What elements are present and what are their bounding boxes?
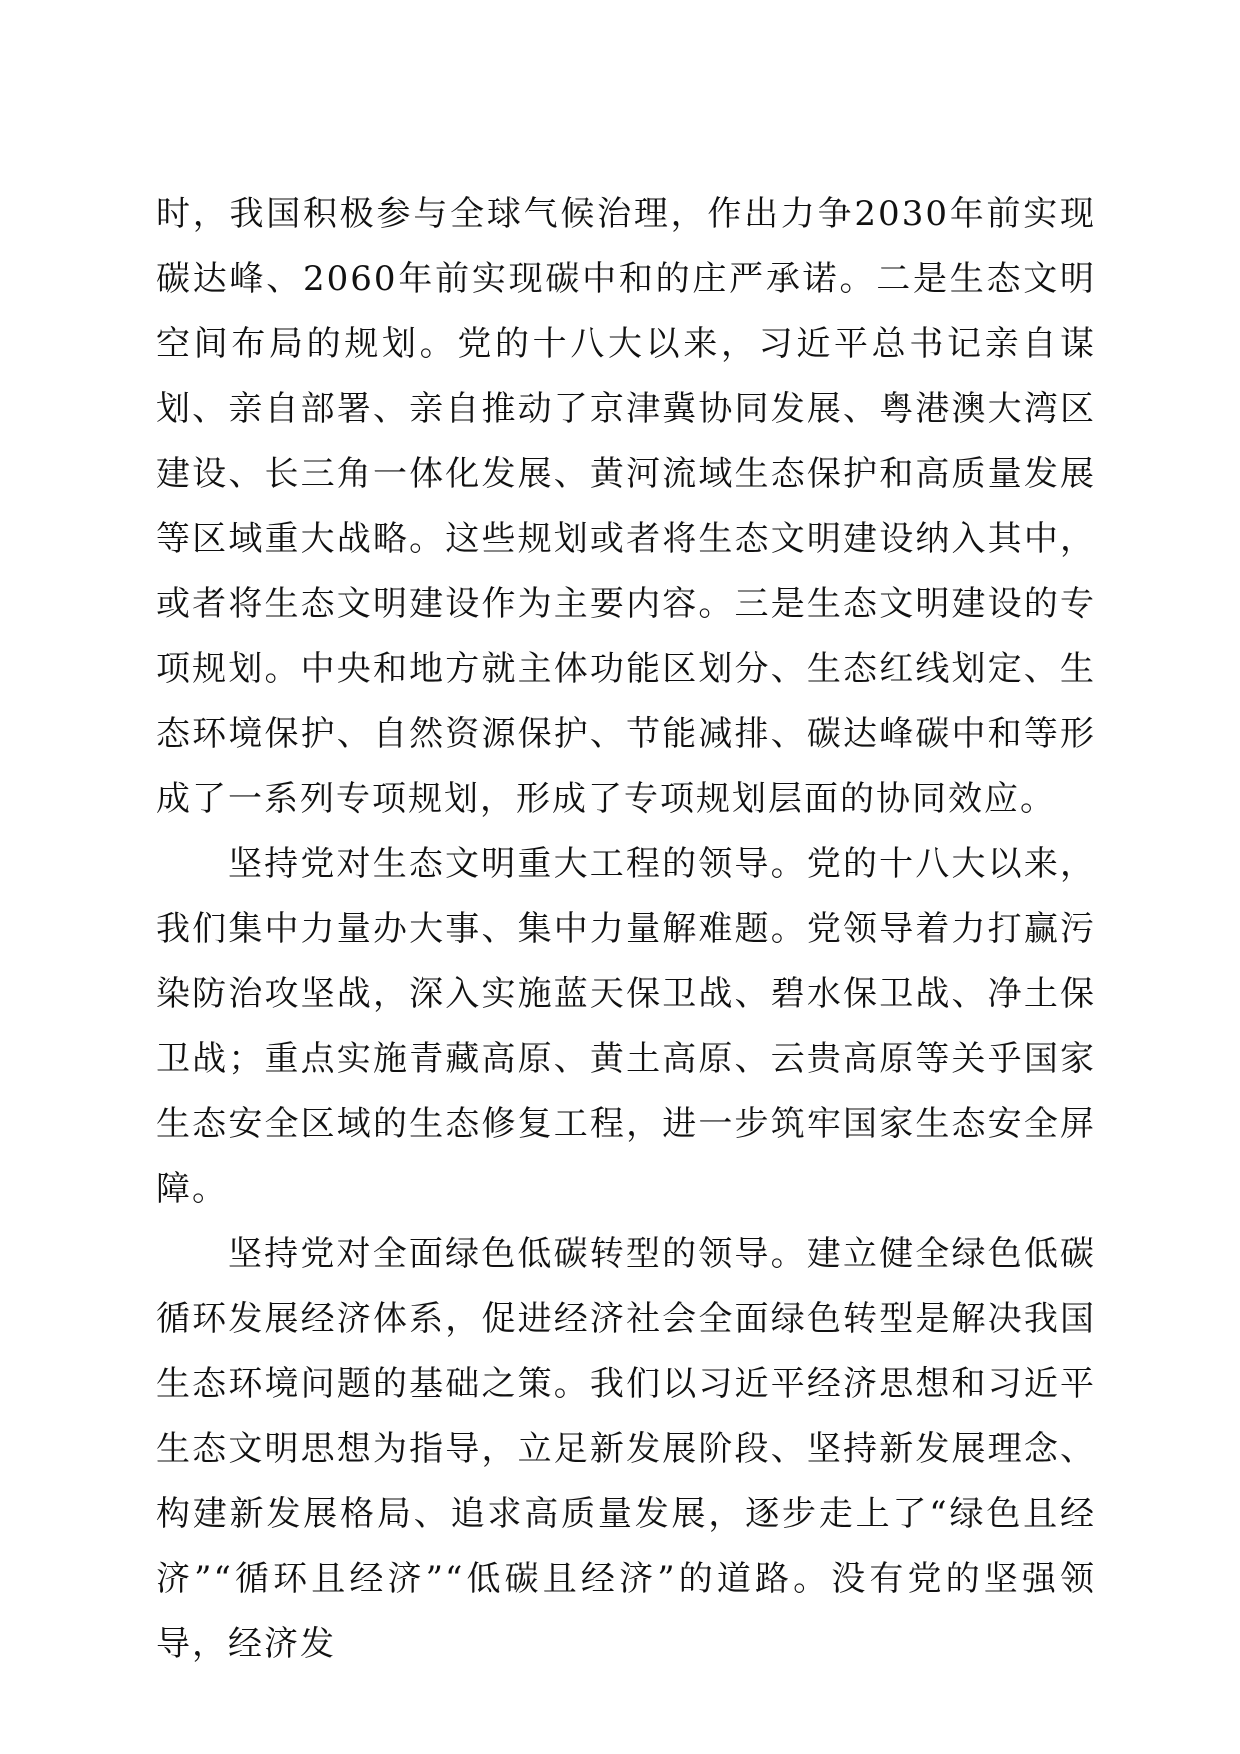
paragraph-major-projects: 坚持党对生态文明重大工程的领导。党的十八大以来，我们集中力量办大事、集中力量解难题。党领导着力打赢污染防治攻坚战，深入实施蓝天保卫战、碧水保卫战、净土保卫战；重点实施青藏高原、黄土高原、云贵高原等关乎国家生态安全区域的生态修复工程，进一步筑牢国家生态安全屏障。	[156, 844, 1096, 1209]
body-text	[156, 182, 1096, 1677]
paragraph-continued: 时，我国积极参与全球气候治理，作出力争2030年前实现碳达峰、2060年前实现碳中和的庄严承诺。二是生态文明空间布局的规划。党的十八大以来，习近平总书记亲自谋划、亲自部署、亲自推动了京津冀协同发展、粤港澳大湾区建设、长三角一体化发展、黄河流域生态保护和高质量发展等区域重大战略。这些规划或者将生态文明建设纳入其中，或者将生态文明建设作为主要内容。三是生态文明建设的专项规划。中央和地方就主体功能区划分、生态红线划定、生态环境保护、自然资源保护、节能减排、碳达峰碳中和等形成了一系列专项规划，形成了专项规划层面的协同效应。	[156, 194, 1096, 819]
paragraph-green-transition: 坚持党对全面绿色低碳转型的领导。建立健全绿色低碳循环发展经济体系，促进经济社会全面绿色转型是解决我国生态环境问题的基础之策。我们以习近平经济思想和习近平生态文明思想为指导，立足新发展阶段、坚持新发展理念、构建新发展格局、追求高质量发展，逐步走上了“绿色且经济”“循环且经济”“低碳且经济”的道路。没有党的坚强领导，经济发	[156, 1234, 1096, 1664]
